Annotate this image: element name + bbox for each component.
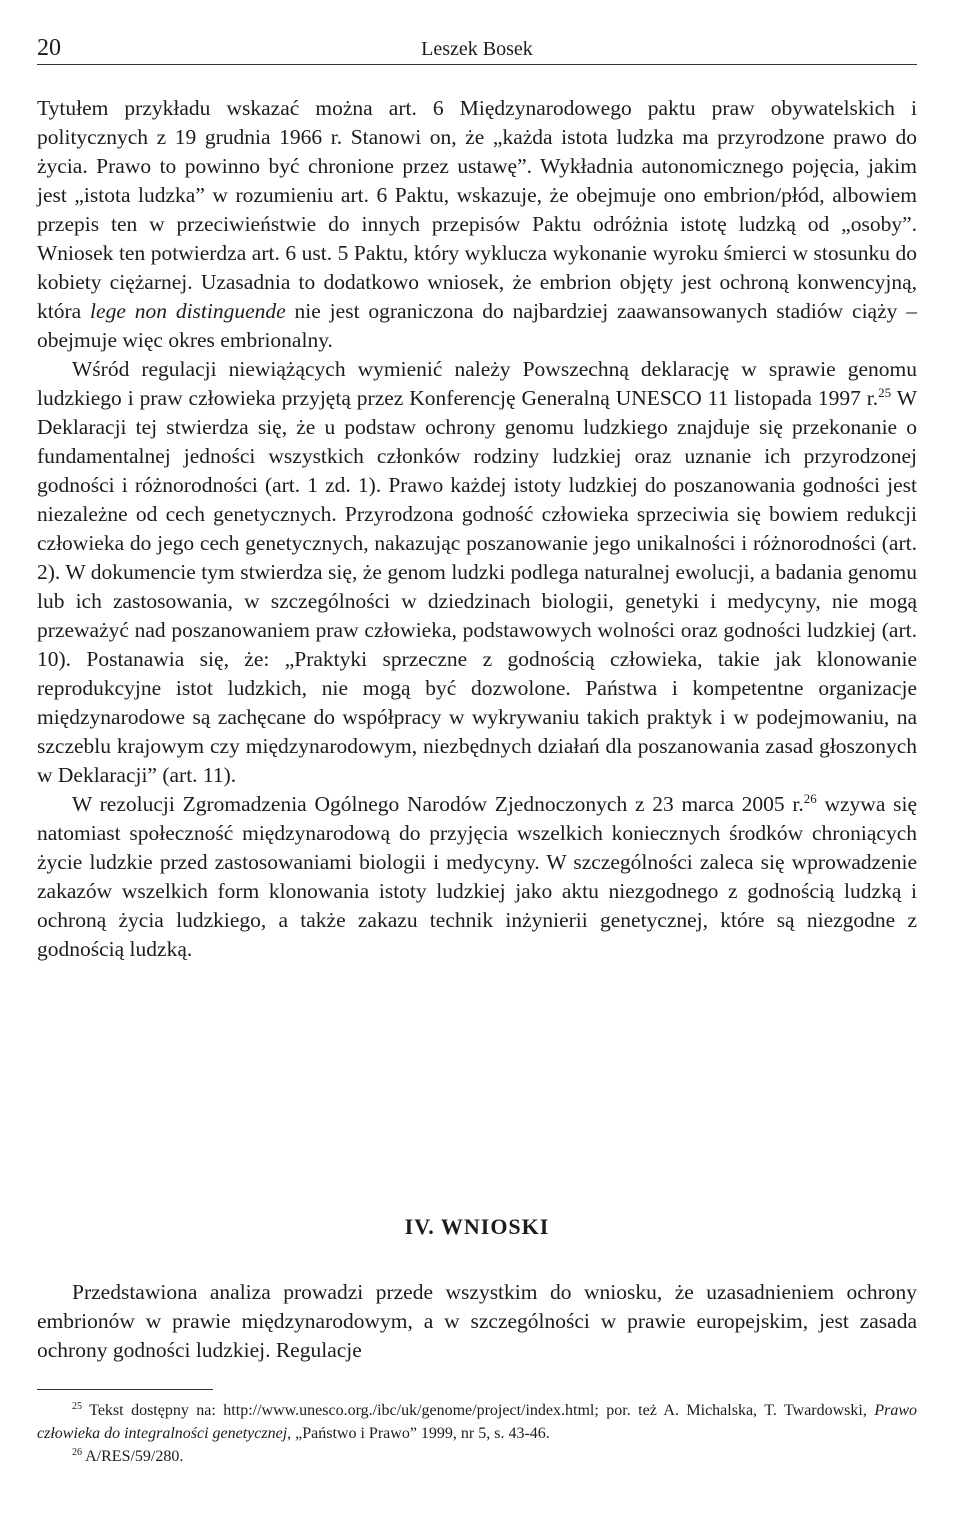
section-heading: IV. WNIOSKI <box>404 1214 550 1239</box>
header-rule <box>37 64 917 65</box>
running-header <box>37 34 917 64</box>
footnote-rule <box>37 1389 213 1390</box>
paragraph-3: W rezolucji Zgromadzenia Ogólnego Narodów Zjednoczonych z 23 marca 2005 r.$^{26}$ wzywa się natomiast społeczność międzynarodową do przyjęcia wszelkich koniecznych środków chroniących życie ludzkie przed zastosowaniami biologii i medycyny. W szczególności zaleca się wprowadzenie zakazów wszelkich form klonowania istoty ludzkiej jako aktu niezgodnego z godnością ludzką i ochroną życia ludzkiego, a także zakazu technik inżynierii genetycznej, które są niezgodne z godnością ludzką. <box>37 791 917 961</box>
conclusion-paragraph <box>37 1278 917 1365</box>
footnote-26: $^{26}$ A/RES/59/280. <box>72 1447 184 1465</box>
body-text <box>37 94 917 964</box>
footnotes <box>37 1399 917 1468</box>
footnote-ref-25[interactable]: 25 <box>878 385 892 400</box>
latin-phrase: lege non distinguende <box>90 299 286 323</box>
paragraph-4: Przedstawiona analiza prowadzi przede wszystkim do wniosku, że uzasadnieniem ochrony embrionów w prawie międzynarodowym, a w szczególności w prawie europejskim, jest zasada ochrony godności ludzkiej. Regulacje <box>37 1280 917 1362</box>
footnote-ref-26[interactable]: 26 <box>803 791 817 806</box>
paragraph-2: Wśród regulacji niewiążących wymienić należy Powszechną deklarację w sprawie genomu ludzkiego i praw człowieka przyjętą przez Konferencję Generalną UNESCO 11 listopada 1997 r.$^{25}$ W Deklaracji tej stwierdza się, że u podstaw ochrony genomu ludzkiego znajduje się przekonanie o fundamentalnej jedności wszystkich członków rodziny ludzkiej oraz uznanie ich przyrodzonej godności i różnorodności (art. 1 zd. 1). Prawo każdej istoty ludzkiej do poszanowania godności jest niezależne od cech genetycznych. Przyrodzona godność człowieka sprzeciwia się bowiem redukcji człowieka do jego cech genetycznych, nakazując poszanowanie jego unikalności i różnorodności (art. 2). W dokumencie tym stwierdza się, że genom ludzki podlega naturalnej ewolucji, a badania genomu lub ich zastosowania, w szczególności w dziedzinach biologii, genetyki i medycyny, nie mogą przeważyć nad poszanowaniem praw człowieka, podstawowych wolności oraz godności ludzkiej (art. 10). Postanawia się, że: „Praktyki sprzeczne z godnością człowieka, takie jak klonowanie reprodukcyjne istot ludzkich, nie mogą być dozwolone. Państwa i kompetentne organizacje międzynarodowe są zachęcane do współpracy w wykrywaniu takich praktyk i w podejmowaniu, na szczeblu krajowym czy międzynarodowym, niezbędnych działań dla poszanowania zasad głoszonych w Deklaracji” (art. 11). <box>37 357 917 787</box>
footnote-number: 26 <box>72 1447 82 1458</box>
footnote-25: $^{25}$ Tekst dostępny na: http://www.unesco.org./ibc/uk/genome/project/index.html; por. też A. Michalska, T. Twardowski, Prawo człowieka do integralności genetycznej, „Państwo i Prawo” 1999, nr 5, s. 43-46. <box>37 1401 917 1442</box>
page-number: 20 <box>37 35 61 61</box>
paragraph-1: Tytułem przykładu wskazać można art. 6 Międzynarodowego paktu praw obywatelskich i politycznych z 19 grudnia 1966 r. Stanowi on, że „każda istota ludzka ma przyrodzone prawo do życia. Prawo to powinno być chronione przez ustawę”. Wykładnia autonomicznego pojęcia, jakim jest „istota ludzka” w rozumieniu art. 6 Paktu, wskazuje, że obejmuje ono embrion/płód, albowiem przepis ten w przeciwieństwie do innych przepisów Paktu odróżnia istotę ludzką od „osoby”. Wniosek ten potwierdza art. 6 ust. 5 Paktu, który wyklucza wykonanie wyroku śmierci w stosunku do kobiety ciężarnej. Uzasadnia to dodatkowo wniosek, że embrion objęty jest ochroną konwencyjną, która lege non distinguende nie jest ograniczona do najbardziej zaawansowanych stadiów ciąży – obejmuje więc okres embrionalny. <box>37 96 918 352</box>
footnote-number: 25 <box>72 1401 82 1412</box>
cited-title: Prawo człowieka do integralności genetycznej <box>37 1402 917 1442</box>
running-title: Leszek Bosek <box>421 38 533 60</box>
